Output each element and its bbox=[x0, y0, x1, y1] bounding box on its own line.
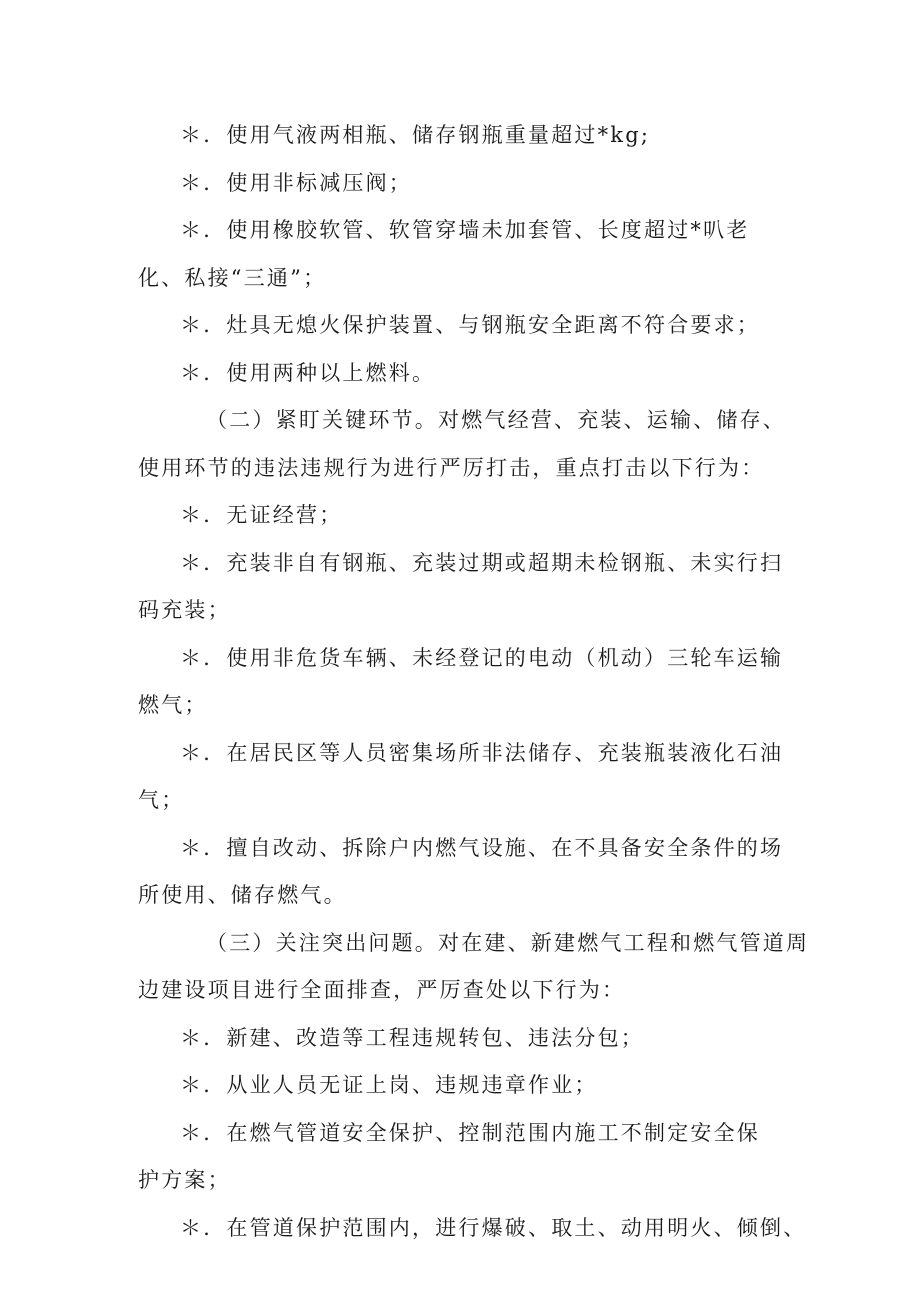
text-line: ＊．使用橡胶软管、软管穿墙未加套管、长度超过*叭老 bbox=[180, 218, 750, 242]
text-line: ＊．新建、改造等工程违规转包、违法分包； bbox=[180, 1025, 644, 1050]
text-line: 边建设项目进行全面排查，严厉查处以下行为： bbox=[138, 978, 626, 1002]
text-line: ＊．使用非标减压阀； bbox=[180, 170, 412, 195]
text-line: 燃气； bbox=[138, 693, 208, 717]
text-line: ＊．在居民区等人员密集场所非法储存、充装瓶装液化石油 bbox=[180, 740, 784, 765]
text-line: ＊．使用气液两相瓶、储存钢瓶重量超过*kg; bbox=[180, 123, 651, 147]
text-line: ＊．从业人员无证上岗、违规违章作业； bbox=[180, 1073, 598, 1097]
text-line: 护方案； bbox=[138, 1168, 231, 1192]
document-body bbox=[138, 112, 810, 1252]
text-line: ＊．擅自改动、拆除户内燃气设施、在不具备安全条件的场 bbox=[180, 835, 784, 860]
text-line: 所使用、储存燃气。 bbox=[138, 883, 347, 907]
text-line: ＊．使用两种以上燃料。 bbox=[180, 360, 436, 385]
text-line: 使用环节的违法违规行为进行严厉打击，重点打击以下行为： bbox=[138, 455, 765, 480]
text-line: ＊．在燃气管道安全保护、控制范围内施工不制定安全保 bbox=[180, 1120, 760, 1145]
text-line: 气； bbox=[138, 788, 185, 812]
text-line: ＊．无证经营； bbox=[180, 503, 343, 527]
text-line: 码充装； bbox=[138, 598, 231, 622]
text-line: ＊．灶具无熄火保护装置、与钢瓶安全距离不符合要求； bbox=[180, 313, 760, 337]
text-line: ＊．在管道保护范围内，进行爆破、取土、动用明火、倾倒、 bbox=[180, 1215, 807, 1240]
section-heading-line: （二）紧盯关键环节。对燃气经营、充装、运输、储存、 bbox=[206, 408, 786, 432]
text-line: ＊．充装非自有钢瓶、充装过期或超期未检钢瓶、未实行扫 bbox=[180, 550, 784, 575]
section-heading-line: （三）关注突出问题。对在建、新建燃气工程和燃气管道周 bbox=[206, 930, 810, 955]
text-line: 化、私接“三通”； bbox=[138, 265, 327, 290]
text-line: ＊．使用非危货车辆、未经登记的电动（机动）三轮车运输 bbox=[180, 645, 784, 670]
